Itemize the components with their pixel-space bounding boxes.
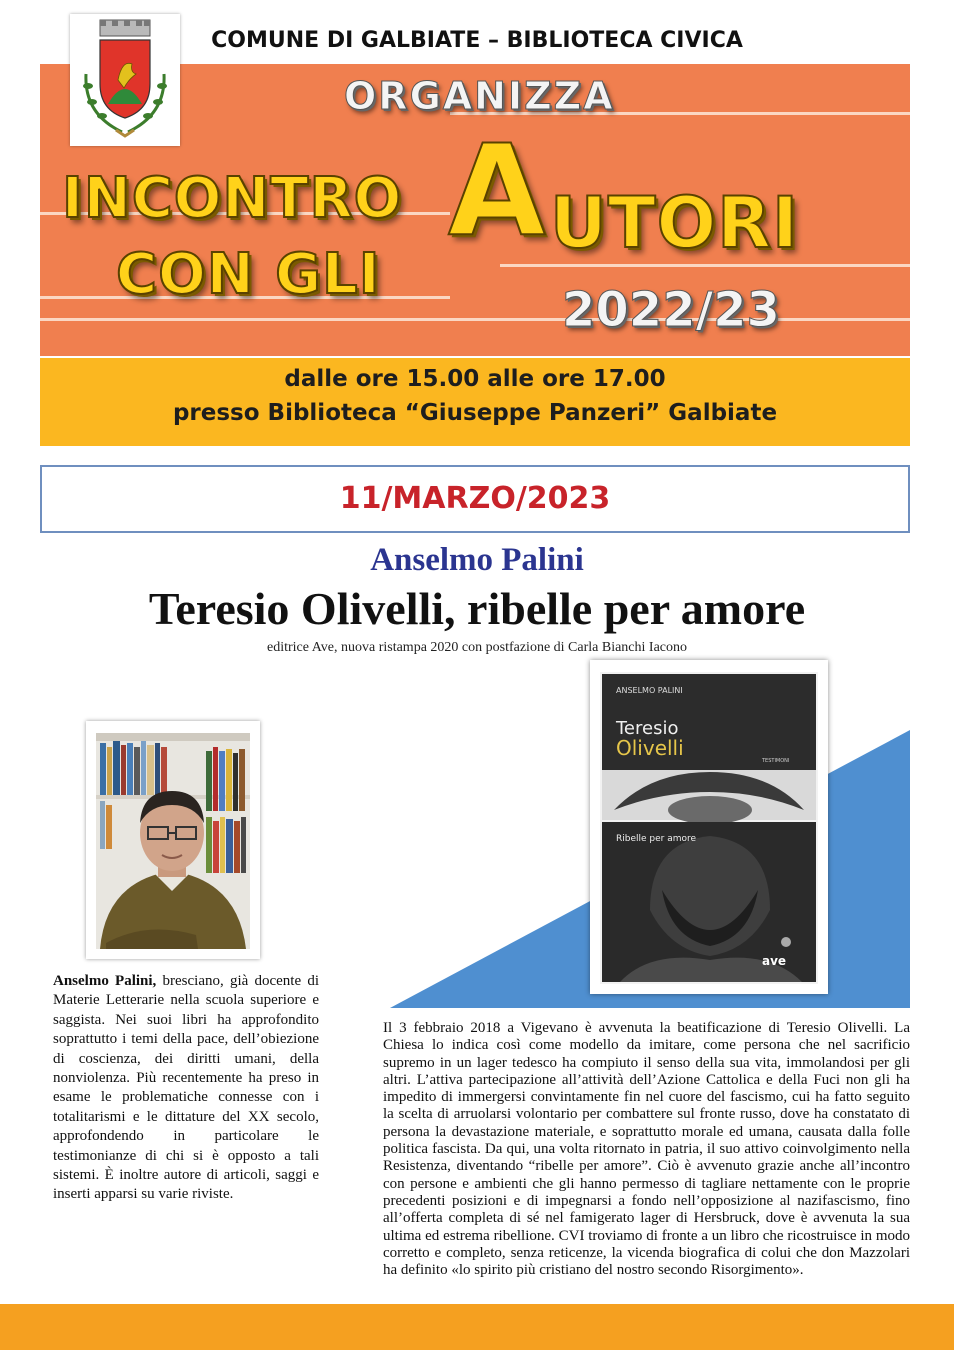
author-photo (86, 721, 260, 959)
season-label: 2022/23 (562, 282, 780, 338)
cover-title-line1: Teresio (616, 718, 679, 739)
event-title-con-gli: CON GLI (116, 242, 381, 307)
crown-icon (100, 20, 150, 36)
schedule-band (40, 358, 910, 446)
event-title-incontro: INCONTRO (62, 166, 403, 231)
municipality-crest (70, 14, 180, 146)
schedule-time: dalle ore 15.00 alle ore 17.00 (284, 366, 666, 392)
cover-publisher-logo: ave (762, 954, 787, 968)
event-title-autori: UTORI (550, 182, 800, 264)
publisher-note: editrice Ave, nuova ristampa 2020 con postfazione di Carla Bianchi Iacono (267, 640, 687, 655)
bio-text: bresciano, già docente di Materie Letterarie nella scuola superiore e saggista. Nei suoi libri ha approfondito soprattutto i temi della pace, dell’obiezione di coscienza, dei diritti umani, della nonviolenza. Più recentemente ha preso in esame le problematiche connesse con i totalitarismi e le dittature del XX secolo, approfondendo in particolare le testimonianze di chi si è opposto a tali sistemi. È inoltre autore di articoli, saggi e inserti apparsi su varie riviste. (53, 973, 320, 1203)
schedule-venue: presso Biblioteca “Giuseppe Panzeri” Galbiate (172, 400, 778, 426)
organizer-header: COMUNE DI GALBIATE – BIBLIOTECA CIVICA (211, 28, 743, 53)
author-name: Anselmo Palini (370, 542, 584, 578)
organizza-label: ORGANIZZA (344, 74, 615, 118)
cover-subtitle: Ribelle per amore (616, 834, 697, 844)
cover-title-line2: Olivelli (616, 736, 684, 760)
author-bio (53, 972, 319, 1205)
event-title-big-letter: A (448, 117, 547, 264)
event-date-box (40, 465, 910, 533)
book-description: Il 3 febbraio 2018 a Vigevano è avvenuta la beatificazione di Teresio Olivelli. La Chiesa lo indica così come modello da imitare, come persona che nel sacrificio supremo in un lager tedesco ha compiuto il senso della sua vita, immolandosi per gli altri. L’attiva partecipazione all’attività dell’Azione Cattolica e della Fuci non gli ha impedito di immergersi convintamente fin nel cuore del fascismo, cui ha fatto seguito la scelta di arruolarsi volontario per combattere sul fronte russo, dove ha constatato di persona la devastazione materiale, e soprattutto morale ed umana, causata dalla folle politica fascista. Da qui, una volta ritornato in patria, il suo attivo coinvolgimento nella Resistenza, diventando “ribelle per amore”. Ciò è avvenuto grazie anche all’incontro con persone e ambienti che gli hanno permesso di tagliare nettamente con le proprie precedenti posizioni e di impegnarsi a fondo nell’opposizione al nazifascismo, fino all’offerta completa di sé nel famigerato lager di Hersbruck, dove è avvenuta la sua ultima ed estrema ribellione. CVI troviamo di fronte a un libro che ricostruisce in modo corretto e completo, senza reticenze, la vicenda biografica di colui che don Mazzolari ha definito «lo spirito più cristiano del nostro secondo Risorgimento». (383, 1020, 910, 1279)
bio-name: Anselmo Palini, (53, 973, 157, 989)
event-date: 11/MARZO/2023 (339, 481, 611, 516)
footer-bar (0, 1304, 954, 1350)
book-cover (590, 660, 828, 994)
book-title: Teresio Olivelli, ribelle per amore (148, 583, 806, 634)
cover-author: ANSELMO PALINI (616, 686, 683, 695)
cover-series: TESTIMONI (762, 758, 790, 764)
